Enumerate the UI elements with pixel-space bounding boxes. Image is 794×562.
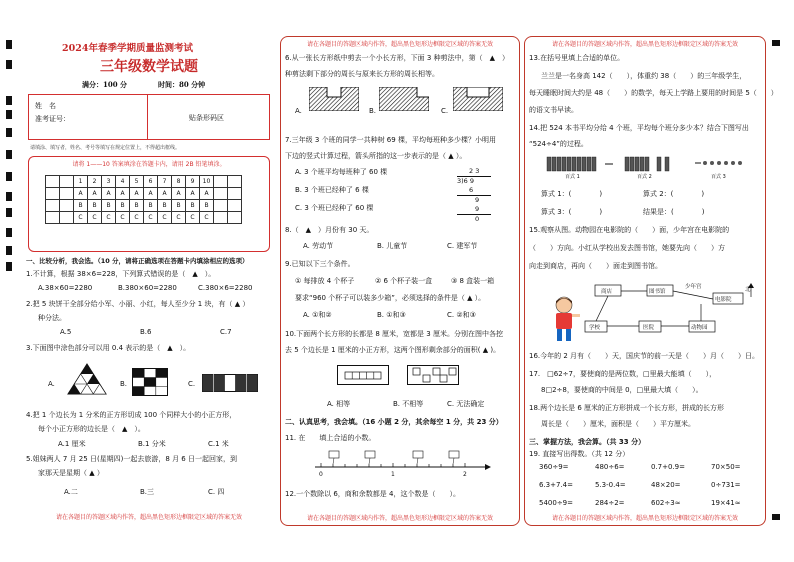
corner-mark-bottom xyxy=(772,514,780,520)
question-8: 8.（ ▲ ）月份有 30 天。 xyxy=(285,226,374,234)
girl-illustration xyxy=(547,295,581,345)
map-north: 北 xyxy=(745,287,751,293)
q9-option-b: B. ①和③ xyxy=(377,311,406,319)
map-cinema: 电影院 xyxy=(715,297,732,303)
q6-option-a: A. xyxy=(295,107,302,115)
section-1-heading: 一、比较分析，我会选。（10 分，请将正确选项在答题卡内填涂相应的选项） xyxy=(26,257,249,265)
calc-10: 284÷2= xyxy=(595,499,625,507)
question-6: 6.从一张长方形纸中剪去一个小长方形，下面 3 种剪法中，第（ ▲ ） xyxy=(285,54,509,62)
calc-3: 0.7+0.9= xyxy=(651,463,685,471)
calc-2: 480÷6= xyxy=(595,463,625,471)
map-school: 学校 xyxy=(589,325,601,331)
question-19: 19. 直接写出得数。（共 12 分） xyxy=(529,450,630,458)
q8-option-b: B. 儿童节 xyxy=(377,242,408,250)
block-pictures xyxy=(545,155,765,173)
q1-option-c: C.380×6=2280 xyxy=(198,284,253,292)
q4-option-c: C.1 米 xyxy=(208,440,229,448)
boundary-note-right-top: 请在各题目的答题区域内作答，超出黑色矩形边框限定区域的答案无效 xyxy=(551,41,738,48)
map-shop: 商店 xyxy=(601,289,613,295)
q5-option-c: C. 四 xyxy=(208,488,225,496)
q5-option-a: A.二 xyxy=(64,488,78,496)
question-4: 4.把 1 个边长为 1 分米的正方形切成 100 个同样大小的小正方形， xyxy=(26,411,237,419)
calc-7: 48×20= xyxy=(651,481,681,489)
tick-1: 1 xyxy=(391,471,395,478)
q7-option-c: C. 3 个班已经种了 60 棵 xyxy=(295,204,374,212)
q6-option-b: B. xyxy=(369,107,377,115)
question-13-a: 兰兰是一名身高 142（ ），体重约 38（ ）的三年级学生， xyxy=(541,72,747,80)
boundary-note-mid-top: 请在各题目的答题区域内作答，超出黑色矩形边框限定区域的答案无效 xyxy=(306,41,493,48)
tick-2: 2 xyxy=(463,471,467,478)
question-15-c: 向走到商店，再向（ ）面走到图书馆。 xyxy=(529,262,662,270)
boundary-note-mid-bottom: 请在各题目的答题区域内作答，超出黑色矩形边框限定区域的答案无效 xyxy=(306,515,493,522)
question-1: 1.不计算，根据 38×6=228，下列算式错误的是（ ▲ ）。 xyxy=(26,270,216,278)
question-7: 7.三年级 3 个班的同学一共种树 69 棵，平均每班种多少棵？小明用 xyxy=(285,136,496,144)
paper-title: 三年级数学试题 xyxy=(100,59,198,75)
question-10: 10.下面两个长方形的长都是 8 厘米，宽都是 3 厘米。分别在图中各挖 xyxy=(285,330,503,338)
bubble-b[interactable]: B xyxy=(74,200,88,212)
caption-1: 百式 1 xyxy=(565,174,580,180)
right-column xyxy=(524,36,778,526)
q5-option-b: B.三 xyxy=(140,488,155,496)
time-label: 时间：80 分钟 xyxy=(158,80,206,89)
question-4-cont: 每个小正方形的边长是（ ▲ ）。 xyxy=(38,425,145,433)
q2-option-b: B.6 xyxy=(140,328,152,336)
question-12: 12.一个数除以 6，商和余数都是 4，这个数是（ ）。 xyxy=(285,490,460,498)
map-zoo: 动物园 xyxy=(691,325,708,331)
exam-title: 2024年春季学期质量监测考试 xyxy=(62,43,193,54)
calc-12: 19×41≈ xyxy=(711,499,741,507)
long-division: 2 3 3)6 9 6 9 9 0 xyxy=(457,167,491,229)
question-17-b: 8□2÷8，要使商的中间是 0，□里最大填（ ）。 xyxy=(541,386,703,394)
q3-option-c: C. xyxy=(188,380,196,388)
question-3: 3.下面图中涂色部分可以用 0.4 表示的是（ ▲ ）。 xyxy=(26,344,191,352)
boundary-note-left: 请在各题目的答题区域内作答，超出黑色矩形边框限定区域的答案无效 xyxy=(55,514,242,521)
question-18: 18.两个边长是 6 厘米的正方形拼成一个长方形，拼成的长方形 xyxy=(529,404,725,412)
q10-option-a: A. 相等 xyxy=(327,400,351,408)
cut-figure-b xyxy=(379,87,429,111)
question-9-cont: 要求“960 个杯子可以装多少箱”，必须选择的条件是（ ▲ ）。 xyxy=(295,294,486,302)
q9-condition-2: ② 6 个杯子装一盒 xyxy=(375,277,433,285)
barcode-area: 贴条形码区 xyxy=(189,114,224,122)
q2-option-c: C.7 xyxy=(220,328,232,336)
q1-option-b: B.380×60=2280 xyxy=(118,284,177,292)
q10-option-c: C. 无法确定 xyxy=(447,400,485,408)
question-7-cont: 下边的竖式计算过程，箭头所指的这一步表示的是（ ▲ ）。 xyxy=(285,152,467,160)
caption-2: 百式 2 xyxy=(637,174,652,180)
boundary-note-right-bottom: 请在各题目的答题区域内作答，超出黑色矩形边框限定区域的答案无效 xyxy=(551,515,738,522)
map-library: 图书馆 xyxy=(649,289,666,295)
q9-option-a: A. ①和② xyxy=(303,311,332,319)
fill-note: 请填涂、填写者，姓名、考号等填写在规定位置上，不得超出框线。 xyxy=(30,145,181,151)
question-18-b: 周长是（ ）厘米，面积是（ ）平方厘米。 xyxy=(541,420,695,428)
question-13-b: 每天睡眠时间大约是 48（ ）的数学，每天上学路上要用的时间是 5（ ） xyxy=(529,89,778,97)
tick-0: 0 xyxy=(319,471,323,478)
q3-option-a: A. xyxy=(48,380,55,388)
middle-column xyxy=(280,36,520,526)
alignment-marks xyxy=(4,0,16,562)
question-10-cont: 去 5 个边长是 1 厘米的小正方形，这两个图形剩余部分的面积( ▲ )。 xyxy=(285,346,501,354)
q9-condition-3: ③ 8 盒装一箱 xyxy=(451,277,495,285)
q4-option-b: B.1 分米 xyxy=(138,440,166,448)
student-info-box xyxy=(28,94,270,140)
calc-1: 360÷9= xyxy=(539,463,569,471)
calc-9: 5400÷9= xyxy=(539,499,573,507)
question-2-cont: 种分法。 xyxy=(38,314,66,322)
formula-3: 算式 3：( ) xyxy=(541,208,603,216)
formula-2: 算式 2：( ) xyxy=(643,190,705,198)
q10-option-b: B. 不相等 xyxy=(393,400,424,408)
calc-8: 0÷731= xyxy=(711,481,741,489)
score-label: 满分：100 分 xyxy=(82,80,128,89)
question-15-b: （ ）方向。小红从学校出发去图书馆，她要先向（ ）方 xyxy=(529,244,725,252)
q1-option-a: A.38×60=2280 xyxy=(38,284,93,292)
calc-5: 6.3+7.4= xyxy=(539,481,573,489)
question-2: 2.把 5 块饼干全部分给小军、小丽、小红，每人至少分 1 块，有（ ▲ ） xyxy=(26,300,250,308)
corner-mark-top xyxy=(772,40,780,46)
q2-option-a: A.5 xyxy=(60,328,72,336)
question-17: 17. □62÷7，要使商的是两位数，□里最大能填（ ）， xyxy=(529,370,717,378)
q9-condition-1: ① 每排放 4 个杯子 xyxy=(295,277,355,285)
rect-figure-2 xyxy=(407,365,459,385)
question-13-c: 的语文书早读。 xyxy=(529,106,578,114)
exam-no-label: 准考证号： xyxy=(35,115,70,123)
question-13: 13.在括号里填上合适的单位。 xyxy=(529,54,625,62)
q9-option-c: C. ②和③ xyxy=(447,311,476,319)
section-2-heading: 二、认真思考，我会填。（16 小题 2 分，其余每空 1 分，共 23 分） xyxy=(285,418,503,426)
cut-figure-a xyxy=(309,87,359,111)
q8-option-a: A. 劳动节 xyxy=(303,242,334,250)
formula-1: 算式 1：( ) xyxy=(541,190,603,198)
calc-11: 602÷3≈ xyxy=(651,499,681,507)
caption-3: 百式 3 xyxy=(711,174,726,180)
triangle-figure xyxy=(66,362,108,396)
answer-grid: 1 2 3 4 5 6 7 8 9 10 A A A A A A A A A A B B B B B B B B B B C C C C C C C C C C xyxy=(45,175,242,224)
answer-card-instruction: 请将 1——10 答案填涂在答题卡内，请用 2B 铅笔填涂。 xyxy=(72,161,226,168)
strip-figure-c xyxy=(202,374,258,392)
question-5-cont: 家那天是星期（ ▲ ） xyxy=(38,469,104,477)
question-16: 16.今年的 2 月有（ ）天，国庆节的前一天是（ ）月（ ）日。 xyxy=(529,352,760,360)
q7-option-a: A. 3 个班平均每班种了 60 棵 xyxy=(295,168,388,176)
name-label: 姓 名 xyxy=(35,102,56,110)
bubble-a[interactable]: A xyxy=(74,188,88,200)
question-6-cont: 种剪法剩下部分的周长与原来长方形的周长相等。 xyxy=(285,70,439,78)
calc-6: 5.3-0.4= xyxy=(595,481,626,489)
map-hospital: 医院 xyxy=(643,325,655,331)
q3-option-b: B. xyxy=(120,380,128,388)
question-11: 11. 在 填上合适的小数。 xyxy=(285,434,376,442)
question-15: 15.观察从图。动物园在电影院的（ ）面，少年宫在电影院的 xyxy=(529,226,730,234)
question-14: 14.把 524 本书平均分给 4 个班，平均每个班分多少本？结合下图写出 xyxy=(529,124,749,132)
question-9: 9.已知以下三个条件。 xyxy=(285,260,355,268)
question-14-cont: “524÷4”的过程。 xyxy=(529,140,588,148)
result: 结果是：( ) xyxy=(643,208,705,216)
q4-option-a: A.1 厘米 xyxy=(58,440,86,448)
rect-figure-1 xyxy=(337,365,389,385)
calc-4: 70×50= xyxy=(711,463,741,471)
cut-figure-c xyxy=(453,87,503,111)
left-column xyxy=(22,36,276,526)
q7-option-b: B. 3 个班已经种了 6 棵 xyxy=(295,186,369,194)
map-youth-palace: 少年宫 xyxy=(685,284,702,290)
question-5: 5.姐妹两人 7 月 25 日(星期四)一起去旅游，8 月 6 日一起回家，到 xyxy=(26,455,237,463)
q6-option-c: C. xyxy=(441,107,449,115)
grid-figure-b xyxy=(132,368,168,396)
q8-option-c: C. 建军节 xyxy=(447,242,478,250)
bubble-c[interactable]: C xyxy=(74,212,88,224)
section-3-heading: 三、掌握方法，我会算。（共 33 分） xyxy=(529,438,646,446)
answer-card xyxy=(28,156,270,252)
